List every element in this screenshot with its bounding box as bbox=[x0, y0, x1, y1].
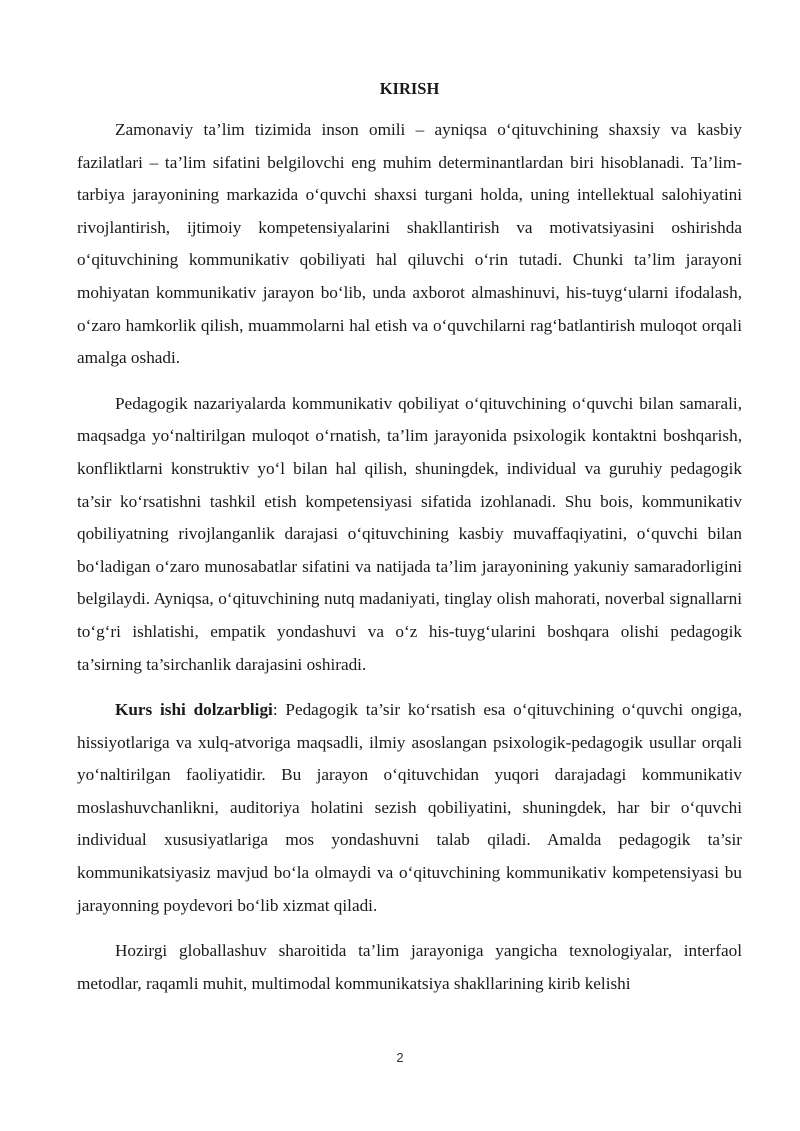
paragraph-text: Pedagogik nazariyalarda kommunikativ qobiliyat o‘qituvchining o‘quvchi bilan samarali, maqsadga yo‘naltirilgan muloqot o‘rnatish, ta’lim jarayonida psixologik kontaktni boshqarish, konfliktlarni konstruktiv yo‘l bilan hal qilish, shuningdek, individual va guruhiy pedagogik ta’sir ko‘rsatishni tashkil etish kompetensiyasi sifatida izohlanadi. Shu bois, kommunikativ qobiliyatning rivojlanganlik darajasi o‘qituvchining kasbiy muvaffaqiyatini, o‘quvchi bilan bo‘ladigan o‘zaro munosabatlar sifatini va natijada ta’lim jarayonining yakuniy samaradorligini belgilaydi. Ayniqsa, o‘qituvchining nutq madaniyati, tinglay olish mahorati, noverbal signallarni to‘g‘ri ishlatishi, empatik yondashuvi va o‘z his-tuyg‘ularini boshqara olishi pedagogik ta’sirning ta’sirchanlik darajasini oshiradi. bbox=[77, 393, 742, 674]
paragraph-bold-lead: Kurs ishi dolzarbligi bbox=[115, 700, 273, 720]
page-number: 2 bbox=[396, 1050, 404, 1065]
paragraph-theory bbox=[77, 388, 742, 681]
paragraph-text: Zamonaviy ta’lim tizimida inson omili – ayniqsa o‘qituvchining shaxsiy va kasbiy fazilatlari – ta’lim sifatini belgilovchi eng muhim determinantlardan biri hisoblanadi. Ta’lim-tarbiya jarayonining markazida o‘quvchi shaxsi turgani holda, uning intellektual salohiyatini rivojlantirish, ijtimoiy kompetensiyalarini shakllantirish va motivatsiyasini oshirishda o‘qituvchining kommunikativ qobiliyati hal qiluvchi o‘rin tutadi. Chunki ta’lim jarayoni mohiyatan kommunikativ jarayon bo‘lib, unda axborot almashinuvi, his-tuyg‘ularni ifodalash, o‘zaro hamkorlik qilish, muammolarni hal etish va o‘quvchilarni rag‘batlantirish muloqot orqali amalga oshadi. bbox=[77, 120, 742, 368]
paragraph-text: : Pedagogik ta’sir ko‘rsatish esa o‘qituvchining o‘quvchi ongiga, hissiyotlariga va xulq-atvoriga maqsadli, ilmiy asoslangan psixologik-pedagogik usullar orqali yo‘naltirilgan faoliyatidir. Bu jarayon o‘qituvchidan yuqori darajadagi kommunikativ moslashuvchanlikni, auditoriya holatini sezish qobiliyatini, shuningdek, har bir o‘quvchi individual xususiyatlariga mos yondashuvni talab qiladi. Amalda pedagogik ta’sir kommunikatsiyasiz mavjud bo‘la olmaydi va o‘qituvchining kommunikativ kompetensiyasi bu jarayonning poydevori bo‘lib xizmat qiladi. bbox=[77, 700, 742, 915]
paragraph-globalization bbox=[77, 935, 742, 1000]
paragraph-intro bbox=[77, 114, 742, 375]
page-title: KIRISH bbox=[379, 79, 440, 98]
paragraph-text: Hozirgi globallashuv sharoitida ta’lim jarayoniga yangicha texnologiyalar, interfaol metodlar, raqamli muhit, multimodal kommunikatsiya shakllarining kirib kelishi bbox=[77, 941, 742, 993]
page-content bbox=[77, 78, 742, 1000]
paragraph-relevance bbox=[77, 694, 742, 922]
